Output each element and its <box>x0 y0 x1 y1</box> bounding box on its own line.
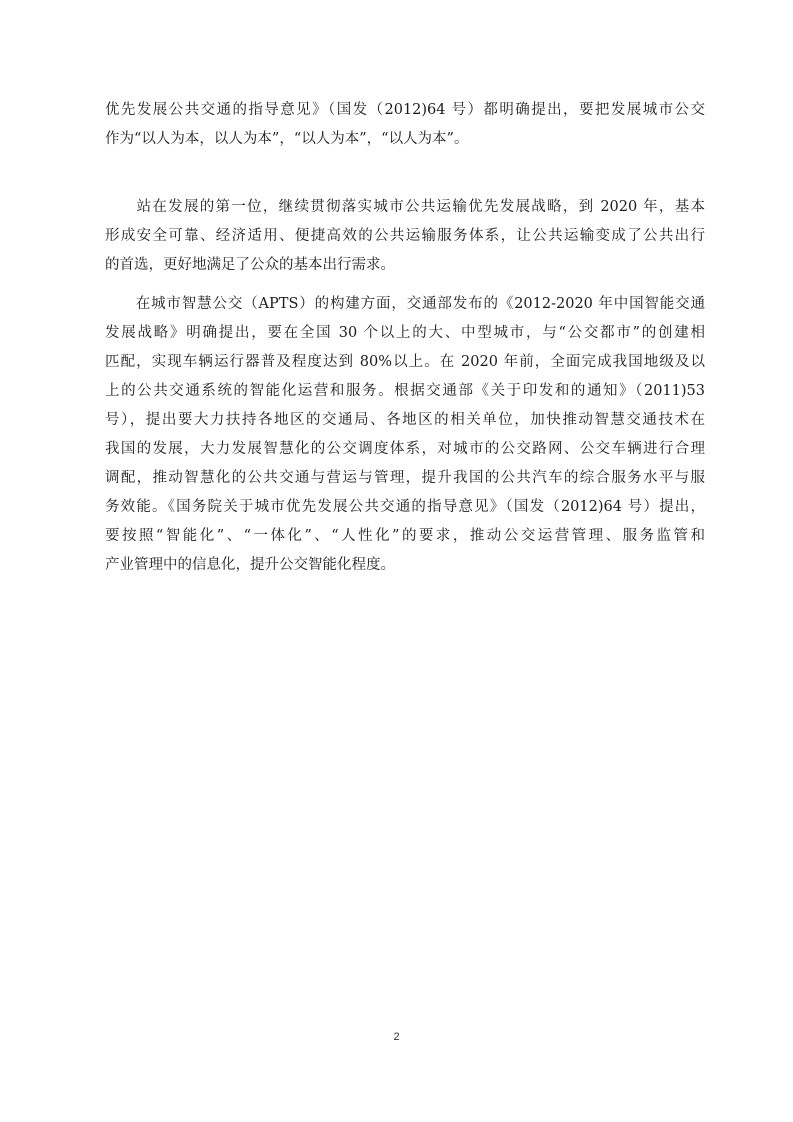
text-line: 号），提出要大力扶持各地区的交通局、各地区的相关单位，加快推动智慧交通技术在 <box>105 412 705 428</box>
page-number: 2 <box>393 1031 400 1043</box>
text-line: 匹配，实现车辆运行器普及程度达到 80%以上。在 2020 年前，全面完成我国地级及以 <box>105 354 705 370</box>
text-line: 调配，推动智慧化的公共交通与营运与管理，提升我国的公共汽车的综合服务水平与服 <box>105 470 705 486</box>
paragraph-1 <box>105 96 705 154</box>
text-line: 我国的发展，大力发展智慧化的公交调度体系，对城市的公交路网、公交车辆进行合理 <box>105 441 705 457</box>
text-line: 形成安全可靠、经济适用、便捷高效的公共运输服务体系，让公共运输变成了公共出行 <box>105 228 705 244</box>
paragraph-3 <box>105 290 705 580</box>
text-line: 上的公共交通系统的智能化运营和服务。根据交通部《关于印发和的通知》（2011)53 <box>105 383 705 399</box>
text-line: 在城市智慧公交（APTS）的构建方面，交通部发布的《2012-2020 年中国智能交通 <box>105 296 705 312</box>
text-line: 要按照“智能化”、“一体化”、“人性化”的要求，推动公交运营管理、服务监管和 <box>105 528 705 544</box>
text-line: 作为“以人为本，以人为本”，“以人为本”，“以人为本”。 <box>105 131 469 147</box>
text-line: 务效能。《国务院关于城市优先发展公共交通的指导意见》（国发（2012)64 号）提出， <box>105 499 705 515</box>
text-line: 优先发展公共交通的指导意见》（国发（2012)64 号）都明确提出，要把发展城市公交 <box>105 102 705 118</box>
paragraph-2 <box>105 193 705 280</box>
text-line: 发展战略》明确提出，要在全国 30 个以上的大、中型城市，与“公交都市”的创建相 <box>105 325 705 341</box>
text-line: 站在发展的第一位，继续贯彻落实城市公共运输优先发展战略，到 2020 年，基本 <box>105 199 705 215</box>
text-line: 的首选，更好地满足了公众的基本出行需求。 <box>105 257 395 273</box>
text-line: 产业管理中的信息化，提升公交智能化程度。 <box>105 557 395 573</box>
